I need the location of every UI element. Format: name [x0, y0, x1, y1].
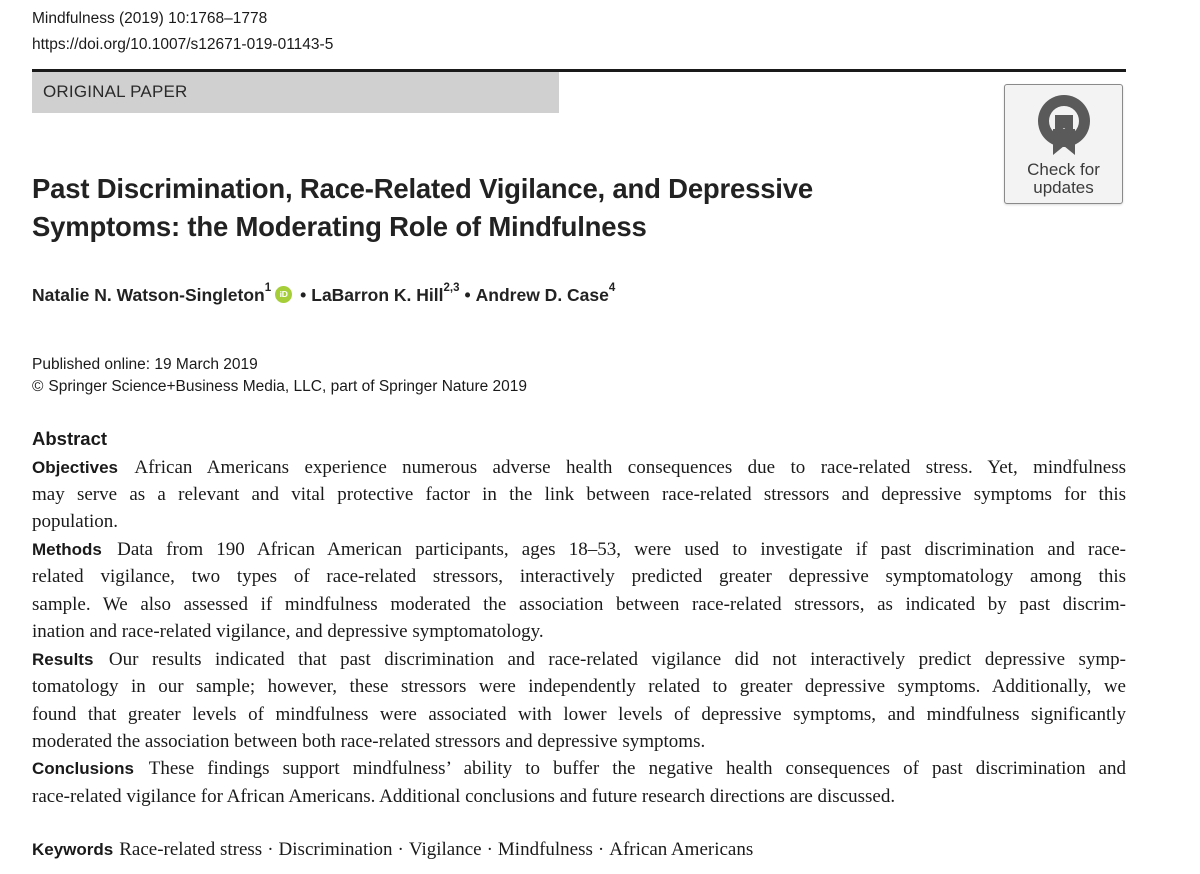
abstract-line	[32, 536, 1126, 563]
abstract-line: tomatology in our sample; however, these stressors were independently related to greater depressive symptoms. Additionally, we	[32, 676, 1126, 697]
abstract-line: may serve as a relevant and vital protective factor in the link between race-related stressors and depressive symptoms for this	[32, 484, 1126, 505]
abstract-line: moderated the association between both race-related stressors and depressive symptoms.	[32, 731, 706, 752]
author-name[interactable]: Andrew D. Case	[475, 285, 609, 305]
abstract-line: race-related vigilance for African Americans. Additional conclusions and future research directions are discussed.	[32, 786, 896, 807]
abstract-line	[32, 454, 1126, 481]
keyword[interactable]: Discrimination	[278, 839, 393, 860]
author-affiliation: 2,3	[443, 282, 460, 295]
crossmark-icon	[1034, 91, 1094, 157]
paper-title-line2: Symptoms: the Moderating Role of Mindfulness	[32, 211, 647, 242]
author-name[interactable]: LaBarron K. Hill	[311, 285, 444, 305]
abstract-line: population.	[32, 511, 119, 532]
abstract-heading: Abstract	[32, 428, 108, 449]
objectives-label: Objectives	[32, 458, 118, 477]
abstract-line: related vigilance, two types of race-related stressors, interactively predicted greater depressive symptomatology among this	[32, 566, 1126, 587]
abstract-text: African Americans experience numerous adverse health consequences due to race-related stress. Yet, mindfulness	[134, 457, 1127, 478]
keyword[interactable]: Vigilance	[408, 839, 482, 860]
check-for-updates-line1: Check for	[1027, 160, 1100, 179]
keyword[interactable]: African Americans	[609, 839, 754, 860]
keyword[interactable]: Race-related stress	[119, 839, 263, 860]
journal-citation: Mindfulness (2019) 10:1768–1778	[32, 10, 268, 27]
keywords-line	[32, 836, 753, 863]
keyword-separator: ·	[597, 839, 605, 860]
check-for-updates-button[interactable]	[1004, 84, 1123, 204]
doi-link[interactable]: https://doi.org/10.1007/s12671-019-01143-5	[32, 36, 334, 53]
paper-title-line1: Past Discrimination, Race-Related Vigilance, and Depressive	[32, 173, 813, 204]
author-list	[32, 282, 616, 306]
article-type-label: ORIGINAL PAPER	[43, 82, 188, 101]
check-for-updates-line2: updates	[1033, 178, 1094, 197]
copyright-notice	[32, 378, 527, 396]
results-label: Results	[32, 650, 94, 669]
methods-label: Methods	[32, 540, 102, 559]
keywords-label: Keywords	[32, 840, 114, 859]
published-date: Published online: 19 March 2019	[32, 356, 258, 373]
keyword-separator: ·	[486, 839, 493, 860]
author-separator: •	[464, 285, 471, 305]
abstract-line: sample. We also assessed if mindfulness moderated the association between race-related stressors, as indicated by past discrim-	[32, 594, 1126, 615]
copyright-icon: ©	[32, 378, 44, 395]
copyright-text: Springer Science+Business Media, LLC, part of Springer Nature 2019	[48, 378, 528, 395]
author-affiliation: 1	[264, 282, 272, 295]
author-separator: •	[300, 285, 307, 305]
keyword[interactable]: Mindfulness	[497, 839, 593, 860]
abstract-text: Our results indicated that past discrimination and race-related vigilance did not interactively predict depressive symp-	[108, 649, 1126, 670]
orcid-icon[interactable]: iD	[275, 286, 292, 303]
keyword-separator: ·	[397, 839, 404, 860]
abstract-line: ination and race-related vigilance, and depressive symptomatology.	[32, 621, 544, 642]
abstract-line	[32, 755, 1126, 782]
keyword-separator: ·	[267, 839, 274, 860]
article-type-banner	[32, 72, 559, 113]
abstract-line	[32, 646, 1126, 673]
author-affiliation: 4	[608, 282, 616, 295]
abstract-line: found that greater levels of mindfulness were associated with lower levels of depressive symptoms, and mindfulness significantly	[32, 704, 1126, 725]
conclusions-label: Conclusions	[32, 759, 135, 778]
abstract-text: Data from 190 African American participants, ages 18–53, were used to investigate if past discrimination and race-	[117, 539, 1126, 560]
abstract-text: These findings support mindfulness’ ability to buffer the negative health consequences of past discrimination and	[148, 758, 1126, 779]
author-name[interactable]: Natalie N. Watson-Singleton	[32, 285, 265, 305]
